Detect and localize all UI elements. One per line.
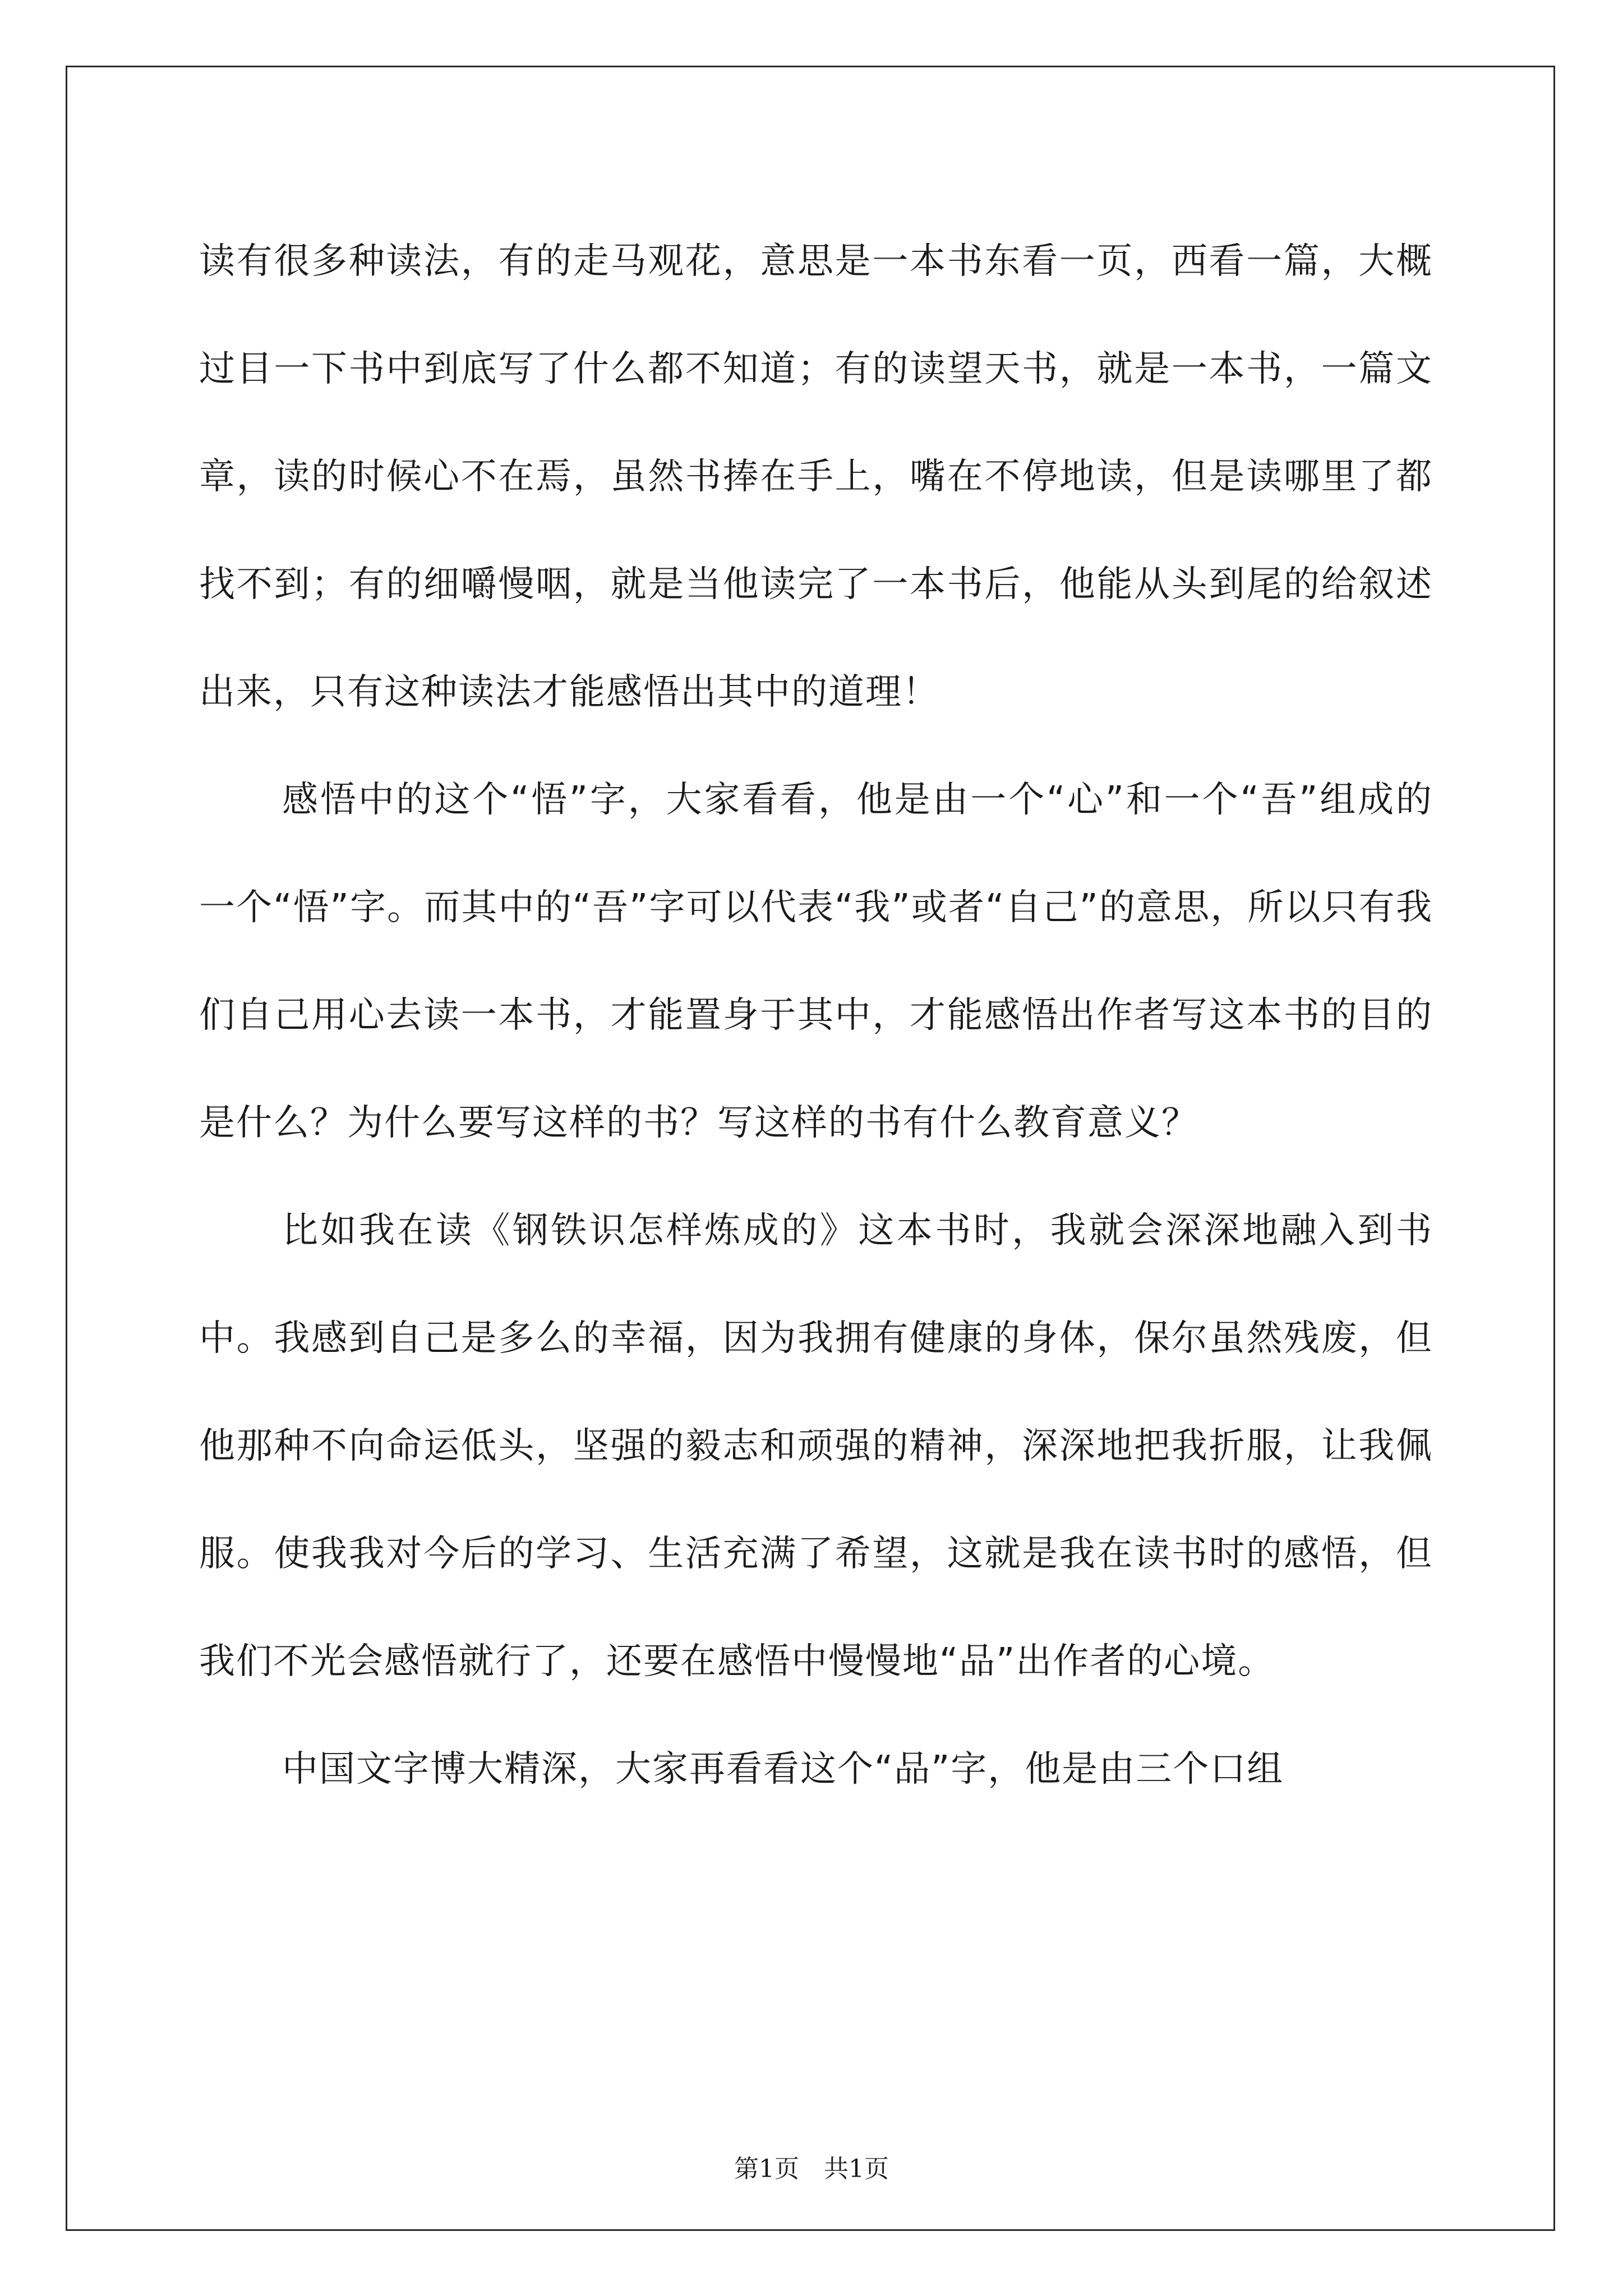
paragraph-3: 比如我在读《钢铁识怎样炼成的》这本书时，我就会深深地融入到书中。我感到自己是多么的幸福，因为我拥有健康的身体，保尔虽然残废，但他那种不向命运低头，坚强的毅志和顽强的精神，深深地把我折服，让我佩服。使我我对今后的学习、生活充满了希望，这就是我在读书时的感悟，但我们不光会感悟就行了，还要在感悟中慢慢地“品”出作者的心境。 [199,1210,1433,1682]
paragraph-2: 感悟中的这个“悟”字，大家看看，他是由一个“心”和一个“吾”组成的一个“悟”字。而其中的“吾”字可以代表“我”或者“自己”的意思，所以只有我们自己用心去读一本书，才能置身于其中，才能感悟出作者写这本书的目的是什么？为什么要写这样的书？写这样的书有什么教育意义？ [199,779,1433,1144]
page-number-footer: 第1页 共1页 [734,2155,889,2183]
paragraph-4: 中国文字博大精深，大家再看看这个“品”字，他是由三个口组 [282,1749,1284,1790]
paragraph-1: 读有很多种读法，有的走马观花，意思是一本书东看一页，西看一篇，大概过目一下书中到底写了什么都不知道；有的读望天书，就是一本书，一篇文章，读的时候心不在焉，虽然书捧在手上，嘴在不停地读，但是读哪里了都找不到；有的细嚼慢咽，就是当他读完了一本书后，他能从头到尾的给叙述出来，只有这种读法才能感悟出其中的道理！ [199,241,1433,713]
document-body [199,208,1433,1823]
